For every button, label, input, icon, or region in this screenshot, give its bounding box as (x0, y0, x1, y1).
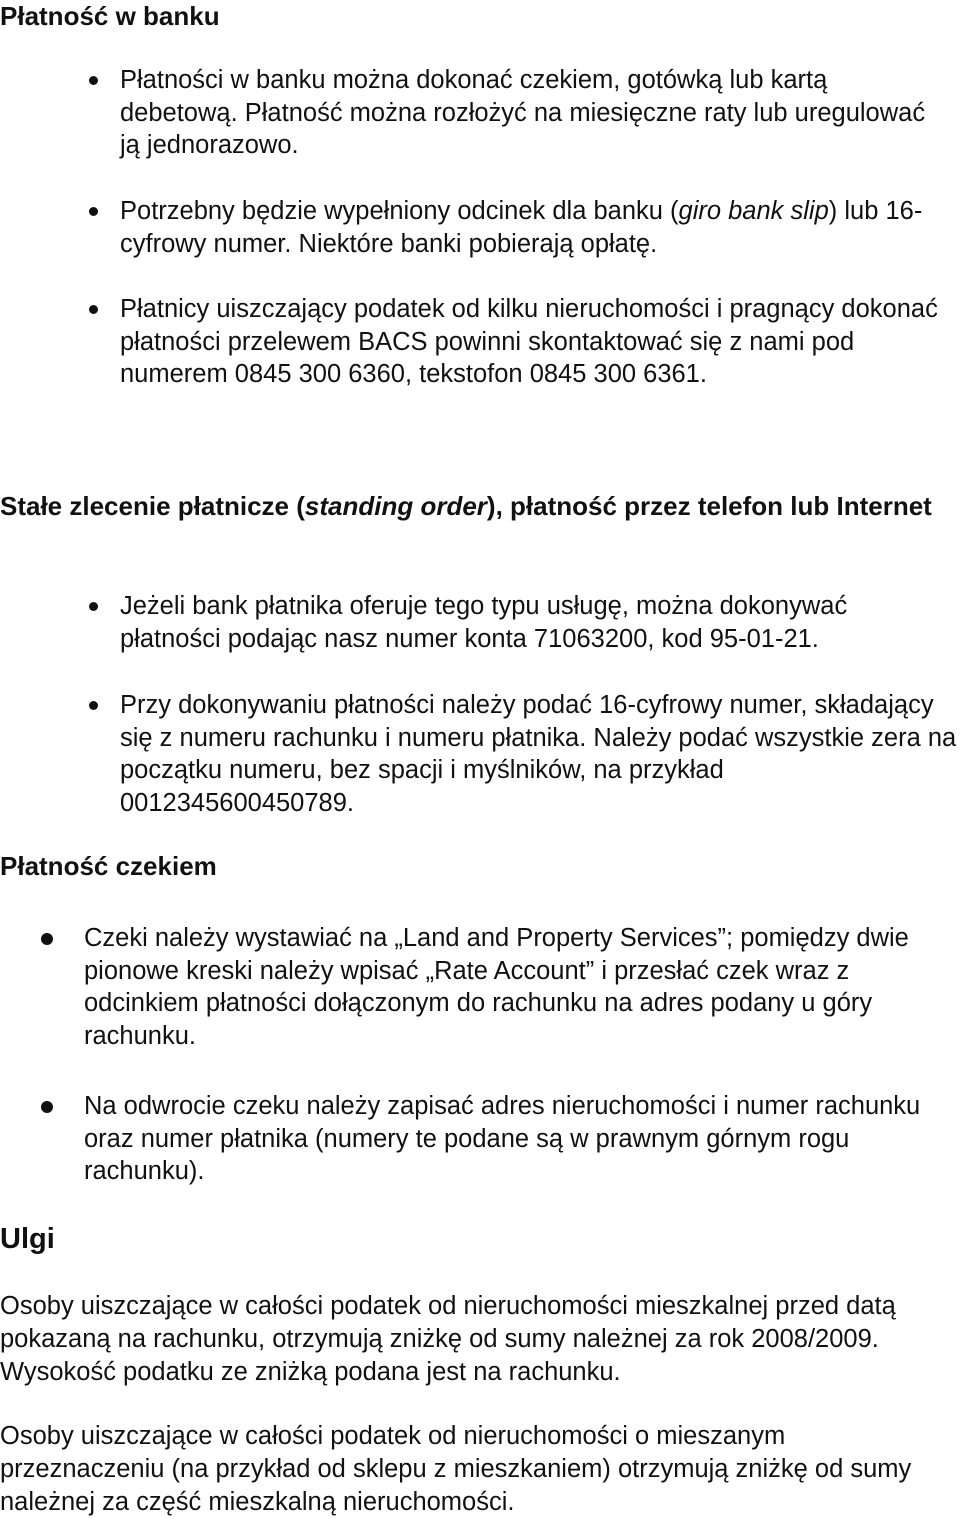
bullet-marker (89, 305, 98, 314)
bullet-marker (89, 602, 98, 611)
section-heading-bank: Płatność w banku (0, 1, 220, 31)
bullet-marker (41, 933, 53, 945)
cheque-bullet-2: Na odwrocie czeku należy zapisać adres nieruchomości i numer rachunku oraz numer płatnika (numery te podane są w prawnym górnym rogu rachunku). (84, 1092, 921, 1185)
standing-heading-after: ), płatność przez telefon lub Internet (486, 491, 932, 521)
bank-bullet-2 (120, 195, 950, 260)
standing-bullet-2: Przy dokonywaniu płatności należy podać 16-cyfrowy numer, składający się z numeru rachunku i numeru płatnika. Należy podać wszystkie zera na początku numeru, bez spacji i myślników, na przykład 0012345600450789. (120, 691, 957, 817)
bank-bullet-2-italic: giro bank slip (678, 197, 829, 225)
relief-paragraph-2: Osoby uiszczające w całości podatek od nieruchomości o mieszanym przeznaczeniu (na przykład od sklepu z mieszkaniem) otrzymują zniżkę od sumy należnej za część mieszkalną nieruchomości. (0, 1422, 912, 1516)
bank-bullet-3: Płatnicy uiszczający podatek od kilku nieruchomości i pragnący dokonać płatności przelewem BACS powinni skontaktować się z nami pod numerem 0845 300 6360, tekstofon 0845 300 6361. (120, 295, 938, 388)
bullet-marker (41, 1101, 53, 1113)
bank-bullet-2-text-after: ) lub 16-cyfrowy numer. Niektóre banki pobierają opłatę. (120, 197, 923, 258)
standing-bullet-1: Jeżeli bank płatnika oferuje tego typu usługę, można dokonywać płatności podając nasz numer konta 71063200, kod 95-01-21. (120, 592, 848, 653)
cheque-bullet-1: Czeki należy wystawiać na „Land and Property Services”; pomiędzy dwie pionowe kreski należy wpisać „Rate Account” i przesłać czek wraz z odcinkiem płatności dołączonym do rachunku na adres podany u góry rachunku. (84, 924, 909, 1050)
section-heading-cheque: Płatność czekiem (0, 851, 217, 881)
relief-paragraph-1: Osoby uiszczające w całości podatek od nieruchomości mieszkalnej przed datą pokazaną na rachunku, otrzymują zniżkę od sumy należnej za rok 2008/2009. Wysokość podatku ze zniżką podana jest na rachunku. (0, 1292, 896, 1386)
section-heading-relief: Ulgi (0, 1223, 55, 1255)
section-heading-standing-order (0, 490, 950, 523)
standing-heading-before: Stałe zlecenie płatnicze ( (0, 491, 305, 521)
standing-heading-italic: standing order (304, 491, 487, 521)
bank-bullet-2-text-before: Potrzebny będzie wypełniony odcinek dla banku ( (120, 197, 679, 225)
bullet-marker (89, 207, 98, 216)
bullet-marker (89, 76, 98, 85)
bank-bullet-1: Płatności w banku można dokonać czekiem, gotówką lub kartą debetową. Płatność można rozłożyć na miesięczne raty lub uregulować ją jednorazowo. (120, 66, 926, 159)
bullet-marker (89, 701, 98, 710)
